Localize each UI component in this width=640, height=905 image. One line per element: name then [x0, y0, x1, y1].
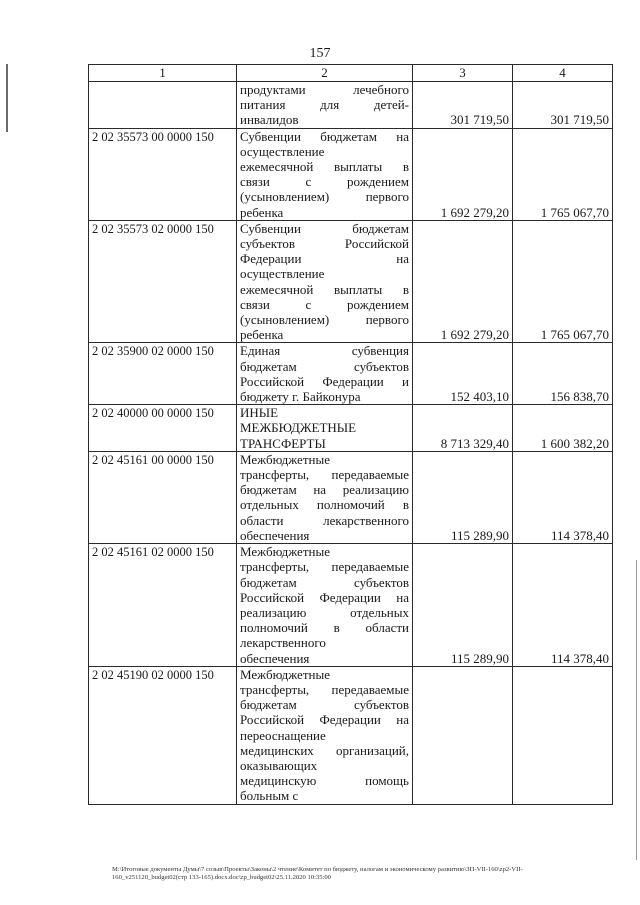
income-name-cell — [237, 405, 413, 452]
income-name-line: Субвенции бюджетам на — [240, 128, 409, 144]
income-name-cell — [237, 666, 413, 804]
amount-col-4-cell: 1 765 067,70 — [513, 220, 613, 343]
income-name-line: Межбюджетные — [240, 451, 330, 467]
income-name-line: ребенка — [240, 327, 284, 343]
income-name-line: осуществление — [240, 143, 325, 159]
income-name-line: питания для детей- — [240, 97, 409, 113]
income-name-line: Российской Федерации на — [240, 589, 409, 605]
table-row — [89, 666, 613, 804]
column-header-3: 3 — [413, 65, 513, 82]
budget-code-cell: 2 02 40000 00 0000 150 — [89, 405, 237, 452]
income-name-line: Субвенции бюджетам — [240, 220, 409, 236]
table-header-row — [89, 65, 613, 82]
income-name-line: области лекарственного — [240, 512, 409, 528]
amount-col-3-cell: 301 719,50 — [413, 82, 513, 129]
column-header-2: 2 — [237, 65, 413, 82]
income-name-cell — [237, 451, 413, 543]
income-name-line: (усыновлением) первого — [240, 189, 409, 205]
income-name-line: обеспечения — [240, 650, 310, 666]
table-row — [89, 82, 613, 129]
income-name-line: бюджетам субъектов — [240, 358, 409, 374]
file-path-footer — [112, 866, 617, 882]
income-name-line: лекарственного — [240, 635, 326, 651]
budget-code-cell: 2 02 45161 02 0000 150 — [89, 544, 237, 667]
income-name-cell — [237, 220, 413, 343]
income-name-cell — [237, 343, 413, 405]
income-name-line: полномочий в области — [240, 620, 409, 636]
budget-code-cell: 2 02 35573 00 0000 150 — [89, 128, 237, 220]
income-name-line: медицинскую помощь — [240, 773, 409, 789]
income-name-line: Единая субвенция — [240, 343, 409, 359]
income-name-line: МЕЖБЮДЖЕТНЫЕ — [240, 420, 357, 436]
income-name-line: больным с — [240, 788, 299, 804]
table-row — [89, 128, 613, 220]
income-name-line: инвалидов — [240, 112, 299, 128]
income-name-line: бюджету г. Байконура — [240, 389, 361, 405]
amount-col-4-cell: 1 600 382,20 — [513, 405, 613, 452]
footer-line-2: 160_v251120_budget02(стр 133-165).docx.doc\zp_budget02\25.11.2020 10:35:00 — [112, 874, 331, 881]
budget-code-cell: 2 02 45161 00 0000 150 — [89, 451, 237, 543]
income-name-line: ребенка — [240, 204, 284, 220]
budget-code-cell: 2 02 45190 02 0000 150 — [89, 666, 237, 804]
budget-code-cell: 2 02 35573 02 0000 150 — [89, 220, 237, 343]
income-name-line: Российской Федерации и — [240, 373, 409, 389]
income-name-line: продуктами лечебного — [240, 82, 409, 97]
page-number: 157 — [309, 46, 331, 61]
table-row — [89, 343, 613, 405]
footer-line-1: M:\Итоговые документы Думы\7 созыв\Проекты\Законы\2 чтение\Комитет по бюджету, налогам и экономическому развитию\ЗП-VII-160\zp2-VII- — [112, 866, 523, 873]
income-name-line: бюджетам субъектов — [240, 697, 409, 713]
income-name-line: трансферты, передаваемые — [240, 559, 409, 575]
income-name-line: ежемесячной выплаты в — [240, 281, 409, 297]
income-name-line: бюджетам субъектов — [240, 574, 409, 590]
amount-col-3-cell: 8 713 329,40 — [413, 405, 513, 452]
budget-code-cell: 2 02 35900 02 0000 150 — [89, 343, 237, 405]
income-name-line: Российской Федерации на — [240, 712, 409, 728]
income-name-line: осуществление — [240, 266, 325, 282]
amount-col-4-cell: 114 378,40 — [513, 451, 613, 543]
income-name-line: субъектов Российской — [240, 236, 409, 252]
table-row — [89, 405, 613, 452]
amount-col-4-cell: 1 765 067,70 — [513, 128, 613, 220]
amount-col-3-cell: 1 692 279,20 — [413, 220, 513, 343]
income-name-cell — [237, 82, 413, 129]
right-margin-mark — [636, 560, 637, 860]
budget-code-cell — [89, 82, 237, 129]
amount-col-3-cell: 115 289,90 — [413, 544, 513, 667]
income-name-line: трансферты, передаваемые — [240, 467, 409, 483]
income-name-line: обеспечения — [240, 527, 310, 543]
table-row — [89, 220, 613, 343]
income-name-line: бюджетам на реализацию — [240, 482, 409, 498]
table-row — [89, 451, 613, 543]
column-header-4: 4 — [513, 65, 613, 82]
amount-col-4-cell: 114 378,40 — [513, 544, 613, 667]
income-name-line: оказывающих — [240, 757, 318, 773]
income-name-cell — [237, 544, 413, 667]
income-name-line: ИНЫЕ — [240, 405, 279, 421]
left-margin-mark — [6, 64, 8, 132]
income-name-cell — [237, 128, 413, 220]
income-name-line: переоснащение — [240, 727, 326, 743]
income-name-line: связи с рождением — [240, 174, 409, 190]
amount-col-4-cell — [513, 666, 613, 804]
income-name-line: Федерации на — [240, 251, 409, 267]
amount-col-4-cell: 301 719,50 — [513, 82, 613, 129]
income-name-line: (усыновлением) первого — [240, 312, 409, 328]
income-name-line: медицинских организаций, — [240, 742, 409, 758]
column-header-1: 1 — [89, 65, 237, 82]
amount-col-3-cell — [413, 666, 513, 804]
amount-col-3-cell: 115 289,90 — [413, 451, 513, 543]
table-body — [89, 82, 613, 805]
income-name-line: отдельных полномочий в — [240, 497, 409, 513]
income-name-line: ТРАНСФЕРТЫ — [240, 435, 326, 451]
income-name-line: связи с рождением — [240, 296, 409, 312]
table-row — [89, 544, 613, 667]
budget-table — [88, 64, 613, 805]
income-name-line: Межбюджетные — [240, 666, 330, 682]
amount-col-3-cell: 152 403,10 — [413, 343, 513, 405]
income-name-line: Межбюджетные — [240, 544, 330, 560]
income-name-line: ежемесячной выплаты в — [240, 159, 409, 175]
income-name-line: трансферты, передаваемые — [240, 681, 409, 697]
amount-col-3-cell: 1 692 279,20 — [413, 128, 513, 220]
amount-col-4-cell: 156 838,70 — [513, 343, 613, 405]
income-name-line: реализацию отдельных — [240, 604, 409, 620]
